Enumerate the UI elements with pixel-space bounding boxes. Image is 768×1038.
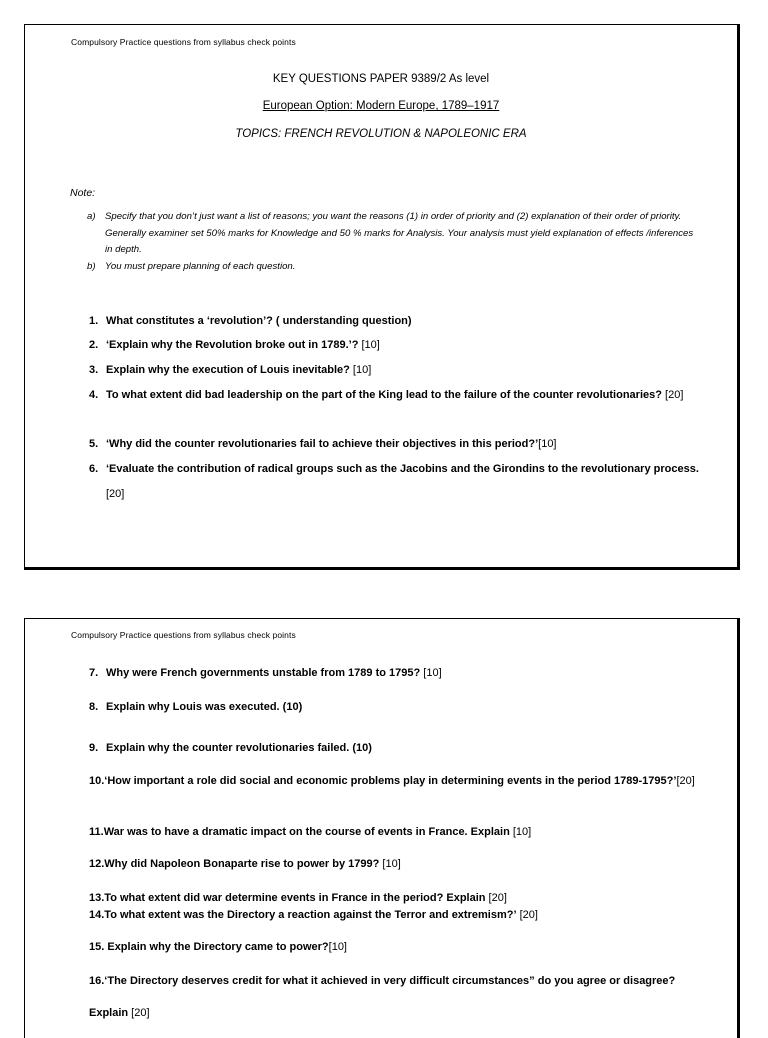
note-item-a [87,209,697,259]
question-7 [89,665,729,682]
question-mark: [10] [328,941,347,953]
question-2 [89,333,709,358]
question-mark: [20] [106,487,125,500]
question-6 [89,457,709,506]
question-number: 13. [89,892,105,904]
page-header: Compulsory Practice questions from syllabus check points [71,37,296,47]
note-item-b [87,259,697,276]
question-mark: [20] [661,389,684,401]
question-11 [89,824,729,841]
question-text: What constitutes a ‘revolution’? ( understanding question) [106,315,412,327]
option-subtitle: European Option: Modern Europe, 1789–1917 [262,100,500,112]
page-header: Compulsory Practice questions from syllabus check points [71,630,296,640]
question-number: 1. [89,315,99,327]
question-number: 4. [89,389,99,401]
question-mark: [10] [420,667,442,679]
question-text: Why were French governments unstable from 1789 to 1795? [106,667,421,679]
question-number: 15. [89,941,105,953]
question-mark: [10] [509,826,532,838]
note-list [87,209,697,275]
question-number: 6. [89,463,99,475]
question-16 [89,965,689,1029]
question-mark: [10] [379,858,401,870]
question-number: 10. [89,775,105,787]
question-text: Why did Napoleon Bonaparte rise to power by 1799? [104,858,380,870]
question-text: Explain why the execution of Louis inevitable? [106,364,350,376]
note-label: Note: [70,187,96,199]
question-text: Explain why the Directory came to power? [104,941,329,953]
question-number: 5. [89,438,99,450]
question-text: To what extent did war determine events in France in the period? Explain [104,892,486,904]
question-mark: [20] [485,892,507,904]
question-text: ‘Explain why the Revolution broke out in 1789.’? [106,339,359,351]
note-marker: a) [87,211,96,222]
note-text: You must prepare planning of each question. [105,260,296,272]
question-mark: [20] [676,775,695,787]
document-page-1 [24,24,740,570]
question-number: 2. [89,339,99,351]
question-number: 16. [89,975,105,987]
question-13 [89,890,729,907]
question-text: ‘Evaluate the contribution of radical groups such as the Jacobins and the Girondins to the revolutionary process. [106,463,699,475]
question-9 [89,740,729,757]
question-12 [89,856,729,873]
question-number: 3. [89,364,99,376]
question-mark: [10] [538,438,557,450]
question-text: Explain why the counter revolutionaries failed. (10) [106,742,372,754]
question-text: ‘How important a role did social and economic problems play in determining events in the period 1789-1795?’ [104,775,677,787]
question-14 [89,907,729,924]
question-number: 8. [89,701,99,713]
question-5 [89,432,709,457]
question-number: 11. [89,826,104,838]
question-text: To what extent was the Directory a reaction against the Terror and extremism?’ [104,909,517,921]
question-15 [89,939,729,956]
question-mark: [20] [128,1007,150,1019]
question-text: To what extent did bad leadership on the part of the King lead to the failure of the counter revolutionaries? [106,389,662,401]
note-marker: b) [87,260,96,272]
question-1 [89,309,709,334]
question-mark: [20] [516,909,538,921]
question-number: 14. [89,909,105,921]
question-8 [89,699,729,716]
question-text: ‘Why did the counter revolutionaries fail to achieve their objectives in this period?’ [106,438,539,450]
question-number: 7. [89,667,99,679]
question-mark: [10] [349,364,372,376]
question-4 [89,383,709,408]
question-10 [89,773,729,790]
topics-line: TOPICS: FRENCH REVOLUTION & NAPOLEONIC ERA [235,128,527,140]
question-text: Explain why Louis was executed. (10) [106,701,303,713]
note-text: Specify that you don’t just want a list of reasons; you want the reasons (1) in order of priority and (2) explanation of their order of priority. Generally examiner set 50% marks for Knowledge and 50 % marks for Analysis. Your analysis must yield explanation of effects /inferences in depth. [105,211,694,255]
question-text: ‘The Directory deserves credit for what it achieved in very difficult circumstances” do you agree or disagree? Explain [89,975,676,1019]
question-number: 9. [89,742,99,754]
question-number: 12. [89,858,105,870]
document-title: KEY QUESTIONS PAPER 9389/2 As level [272,73,490,85]
document-page-2 [24,618,740,1038]
question-3 [89,358,709,383]
question-mark: [10] [358,339,380,351]
question-text: War was to have a dramatic impact on the course of events in France. Explain [103,826,510,838]
